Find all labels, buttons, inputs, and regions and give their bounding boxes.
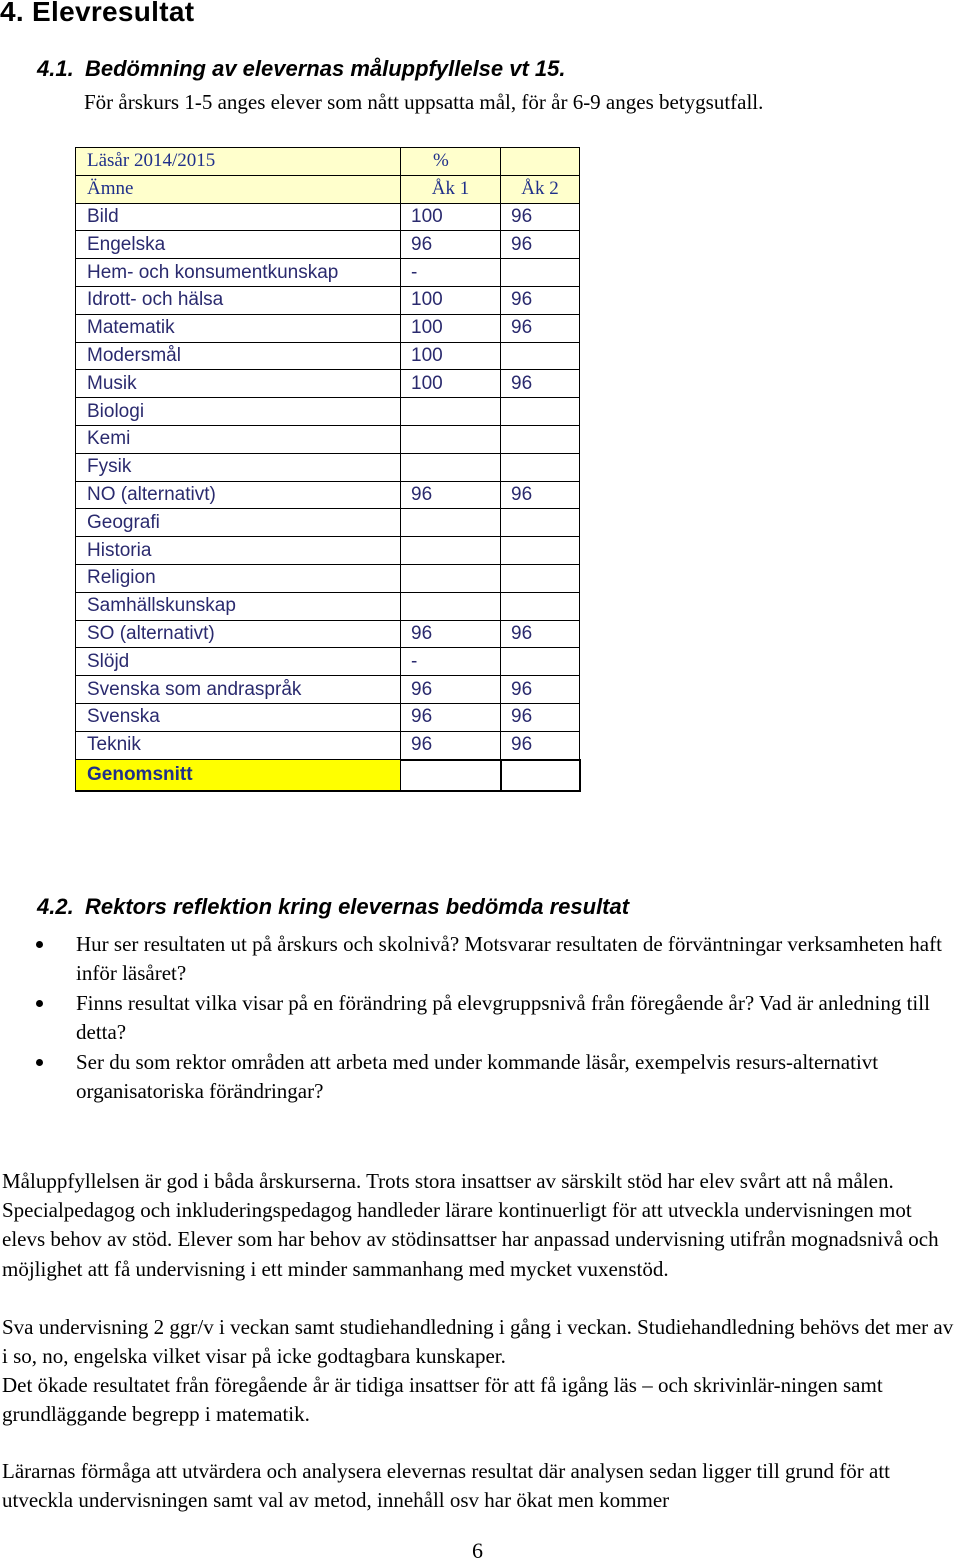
ak1-value-cell: 96: [401, 676, 501, 704]
intro-text: För årskurs 1-5 anges elever som nått uppsatta mål, för år 6-9 anges betygsutfall.: [84, 90, 764, 114]
subject-cell: Svenska: [76, 703, 401, 731]
ak2-value-cell: 96: [501, 481, 580, 509]
ak1-value-cell: [401, 592, 501, 620]
section-heading-4-1: [37, 56, 566, 82]
table-row: [76, 731, 580, 759]
table-row: [76, 620, 580, 648]
ak1-value-cell: 96: [401, 481, 501, 509]
ak2-value-cell: [501, 425, 580, 453]
subject-cell: Modersmål: [76, 342, 401, 370]
table-row: [76, 370, 580, 398]
table-row: [76, 453, 580, 481]
reflection-questions: [36, 930, 960, 1107]
subject-cell: NO (alternativt): [76, 481, 401, 509]
table-row: [76, 509, 580, 537]
table-row: [76, 425, 580, 453]
ak1-value-cell: -: [401, 259, 501, 287]
bullet-item: [36, 930, 960, 988]
ak2-value-cell: [501, 398, 580, 426]
ak1-value-cell: 96: [401, 231, 501, 259]
ak1-value-cell: [401, 453, 501, 481]
subject-cell: Biologi: [76, 398, 401, 426]
ak1-value-cell: 100: [401, 370, 501, 398]
paragraph-4: Lärarnas förmåga att utvärdera och analysera elevernas resultat där analysen sedan ligger till grund för att utveckla undervisningen samt val av metod, innehåll osv har ökat men kommer: [2, 1459, 891, 1513]
ak2-value-cell: 96: [501, 231, 580, 259]
ak1-value-cell: 96: [401, 731, 501, 759]
section-title: Bedömning av elevernas måluppfyllelse vt 15.: [85, 56, 566, 81]
subject-cell: Slöjd: [76, 648, 401, 676]
ak2-value-cell: [501, 342, 580, 370]
subject-cell: Hem- och konsumentkunskap: [76, 259, 401, 287]
ak1-value-cell: 100: [401, 203, 501, 231]
bullet-item: [36, 989, 960, 1047]
table-row: [76, 231, 580, 259]
ak2-value-cell: 96: [501, 286, 580, 314]
paragraph-3: Det ökade resultatet från föregående år är tidiga insattser för att få igång läs – och skrivinlär-ningen samt grundläggande begrepp i matematik.: [2, 1373, 883, 1427]
table-row: [76, 676, 580, 704]
ak1-value-cell: 100: [401, 342, 501, 370]
bullet-text: Finns resultat vilka visar på en förändring på elevgruppsnivå från föregående år? Vad är anledning till detta?: [76, 991, 930, 1044]
bullet-item: [36, 1048, 960, 1106]
subject-cell: Samhällskunskap: [76, 592, 401, 620]
page-number: 6: [472, 1538, 483, 1563]
section-number: 4.1.: [37, 56, 74, 81]
subject-cell: Religion: [76, 564, 401, 592]
subject-cell: Bild: [76, 203, 401, 231]
table-row: [76, 342, 580, 370]
average-row: [76, 760, 580, 792]
ak2-value-cell: 96: [501, 731, 580, 759]
ak1-value-cell: 100: [401, 286, 501, 314]
average-ak1-cell: [401, 760, 501, 792]
subject-cell: Musik: [76, 370, 401, 398]
ak2-value-cell: [501, 453, 580, 481]
ak1-value-cell: -: [401, 648, 501, 676]
table-header-row-columns: [76, 175, 580, 203]
table-row: [76, 286, 580, 314]
bullet-icon: [36, 1000, 43, 1007]
subject-cell: SO (alternativt): [76, 620, 401, 648]
ak1-value-cell: [401, 398, 501, 426]
ak2-value-cell: [501, 564, 580, 592]
year-label: Läsår 2014/2015: [76, 148, 401, 176]
table-row: [76, 537, 580, 565]
header-empty-cell: [501, 148, 580, 176]
ak2-value-cell: [501, 592, 580, 620]
average-label: Genomsnitt: [76, 760, 401, 792]
bullet-text: Ser du som rektor områden att arbeta med under kommande läsår, exempelvis resurs-alternativt organisatoriska förändringar?: [76, 1050, 879, 1103]
percent-label: %: [401, 148, 501, 176]
table-row: [76, 648, 580, 676]
subject-cell: Geografi: [76, 509, 401, 537]
table-row: [76, 259, 580, 287]
ak1-value-cell: 96: [401, 703, 501, 731]
ak2-header: Åk 2: [501, 175, 580, 203]
table-row: [76, 703, 580, 731]
ak2-value-cell: 96: [501, 703, 580, 731]
results-table: [75, 147, 581, 792]
bullet-icon: [36, 941, 43, 948]
ak1-value-cell: 96: [401, 620, 501, 648]
ak2-value-cell: 96: [501, 314, 580, 342]
ak2-value-cell: [501, 648, 580, 676]
bullet-text: Hur ser resultaten ut på årskurs och skolnivå? Motsvarar resultaten de förväntningar verksamheten haft inför läsåret?: [76, 932, 942, 985]
table-row: [76, 314, 580, 342]
table-row: [76, 481, 580, 509]
ak1-value-cell: [401, 564, 501, 592]
section-number: 4.2.: [37, 894, 74, 919]
ak2-value-cell: 96: [501, 676, 580, 704]
table-row: [76, 398, 580, 426]
subject-cell: Svenska som andraspråk: [76, 676, 401, 704]
table-row: [76, 592, 580, 620]
ak2-value-cell: 96: [501, 203, 580, 231]
average-ak2-cell: [501, 760, 580, 792]
table-row: [76, 564, 580, 592]
subject-cell: Teknik: [76, 731, 401, 759]
subject-cell: Idrott- och hälsa: [76, 286, 401, 314]
bullet-icon: [36, 1059, 43, 1066]
ak2-value-cell: 96: [501, 370, 580, 398]
ak2-value-cell: [501, 537, 580, 565]
subject-header: Ämne: [76, 175, 401, 203]
table-header-row-year: [76, 148, 580, 176]
ak2-value-cell: [501, 509, 580, 537]
ak1-value-cell: [401, 537, 501, 565]
ak2-value-cell: [501, 259, 580, 287]
ak1-value-cell: 100: [401, 314, 501, 342]
subject-cell: Historia: [76, 537, 401, 565]
paragraph-1: Måluppfyllelsen är god i båda årskurserna. Trots stora insattser av särskilt stöd har elev svårt att nå målen. Specialpedagog och inkluderingspedagog handleder lärare kontinuerligt för att utveckla undervisningen mot elevs behov av stöd. Elever som har behov av stödinsattser har anpassad undervisning utifrån mognadsnivå och möjlighet att få undervisning i ett minder sammanhang med mycket vuxenstöd.: [2, 1169, 939, 1281]
ak1-value-cell: [401, 425, 501, 453]
table-row: [76, 203, 580, 231]
section-title: Rektors reflektion kring elevernas bedömda resultat: [85, 894, 630, 919]
page-heading: 4. Elevresultat: [0, 0, 195, 27]
subject-cell: Fysik: [76, 453, 401, 481]
paragraph-2: Sva undervisning 2 ggr/v i veckan samt studiehandledning i gång i veckan. Studiehandledning behövs det mer av i so, no, engelska vilket visar på icke godtagbara kunskaper.: [2, 1315, 954, 1369]
subject-cell: Engelska: [76, 231, 401, 259]
ak1-value-cell: [401, 509, 501, 537]
subject-cell: Kemi: [76, 425, 401, 453]
ak1-header: Åk 1: [401, 175, 501, 203]
section-heading-4-2: [37, 894, 629, 920]
ak2-value-cell: 96: [501, 620, 580, 648]
subject-cell: Matematik: [76, 314, 401, 342]
